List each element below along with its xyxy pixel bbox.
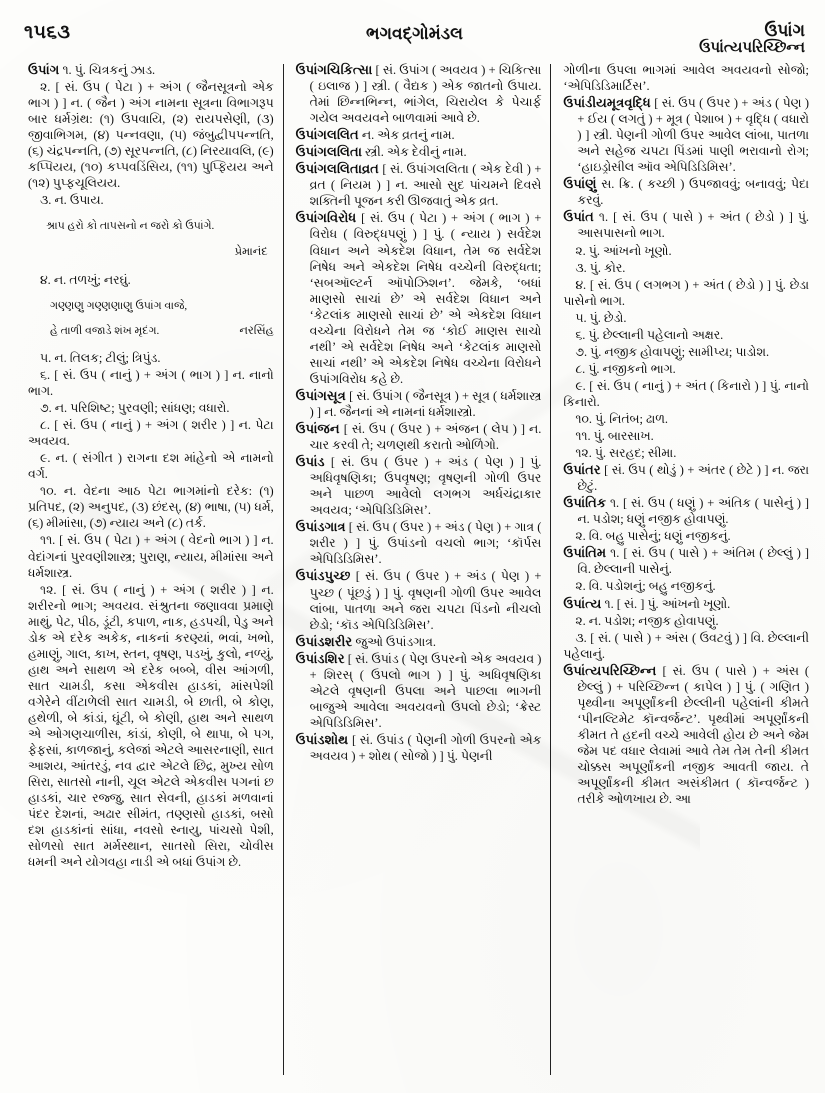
sense-definition: ૧૨. પું. સરહદ; સીમા. (575, 446, 677, 461)
sense-definition: ૭. ન. પરિશિષ્ટ; પુરવણી; સાંધણ; વધારો. (40, 401, 230, 416)
entry-definition: [ સં. ઉપ ( ઉપર ) + અંડ ( પેણ ) + પુચ્છ ( પૂંછડું ) ] પું. વૃષણની ગોળી ઉપર આવેલ લાંબા, પાતળા અને જરા ચપટા પિંડનો નીચલો છેડો; ‘કૉડ એપિડિડિમિસ’. (309, 569, 542, 632)
entry-definition: [ સં. ઉપ ( પાસે ) + અંસ ( છેલ્લું ) + પરિચ્છિન્ન ( કાપેલ ) ] પું. ( ગણિત ) પૃથ્વીના અપૂર્ણાંકની છેલ્લીની પહેલાંની કીમતે ‘પીનલ્ટિમેટ કૉન્વર્જન્ટ’. પૃથ્વીમાં અપૂર્ણાંકની કીમત તે હદની વચ્ચે આવેલી હોય છે અને જેમ જેમ પદ વધાર લેવામાં આવે તેમ તેમ તેની કીમત ચોક્કસ અપૂર્ણાંકની નજીક આવતી જાય. તે અપૂર્ણાંકની કીમત અસંકીમત ( કૉન્વર્જન્ટ ) તરીકે ઓળખાય છે. આ (577, 663, 810, 807)
verse-line (28, 324, 274, 339)
entry-headword: ઉપાંગવિરોધ (295, 210, 357, 226)
entry-definition: ન. એક વ્રતનું નામ. (358, 128, 455, 143)
entry-definition: [ સં. ઉપાંગ ( જૈનસૂત્ર ) + સૂત્ર ( ધર્મશાસ્ત્ર ) ] ન. જૈનનાં એ નામનાં ધર્મશાસ્ત્રો. (309, 388, 542, 419)
entry-headword: ઉપાંડશોથ (295, 731, 349, 747)
sense-definition: ૮. પું. નજીકનો ભાગ. (575, 361, 676, 376)
entry-definition: ૧. પું. ચિત્રકનું ઝાડ. (59, 63, 156, 77)
entry-headword: ઉપાંજન (295, 421, 340, 437)
text-column-1 (22, 62, 284, 1085)
dictionary-entry (296, 127, 542, 143)
entry-definition: [ સં. ઉપ ( ઉપર ) + અંડ ( પેણ ) ] પું. અધિવૃષણિકા; ઉપવૃષણ; વૃષણની ગોળી ઉપર અને પાછળ આવેલો લગભગ અર્ધચંદ્રાકાર અવયવ; ‘એપિડિડિમિસ’. (309, 455, 542, 518)
continued-definition: ગોળીના ઉપલા ભાગમાં આવેલ અવયવનો સોજો; ‘એપિડિડિમાર્ટિસ’. (563, 63, 810, 94)
sense-definition: ૫. પું. છેડો. (575, 310, 627, 325)
dictionary-entry (296, 519, 542, 567)
entry-definition: [ સં. ઉપાંડ ( પેણની ગોળી ઉપરનો એક અવયવ ) + શોથ ( સોજો ) ] પું. પેણની (309, 732, 542, 763)
entry-headword: ઉપાંતિક (563, 495, 607, 511)
dictionary-entry (563, 176, 809, 208)
entry-headword: ઉપાંડ (295, 454, 325, 470)
dictionary-entry (296, 634, 542, 650)
dictionary-entry (563, 462, 809, 494)
dictionary-entry (563, 209, 809, 241)
dictionary-entry (296, 62, 542, 126)
sense-definition: ૧૧. [ સં. ઉપ ( પેટા ) + અંગ ( વેદનો ભાગ ) ] ન. વેદાંગનાં પુરવણીશાસ્ત્ર; પુરાણ, ન્યાય, મીમાંસા અને ધર્મશાસ્ત્ર. (28, 533, 274, 580)
sense-definition: ૩. પું. કોર. (575, 260, 626, 275)
dictionary-entry (296, 421, 542, 453)
entry-headword: ઉપાંગસૂત્ર (295, 387, 346, 403)
dictionary-entry (296, 210, 542, 387)
dictionary-entry (563, 95, 809, 175)
entry-headword: ઉપાંડશરીર (295, 633, 353, 649)
entry-definition: [ સં. ઉપાંગ ( અવયવ ) + ચિકિત્સા ( ઇલાજ ) ] સ્ત્રી. ( વૈદ્યક ) એક જાતનો ઉપાય. તેમાં છિન્નભિન્ન, ભાંગેલ, ચિરાયેલ કે પેચાર્ફ ગયેલ અવયવને બાળવામાં આવે છે. (309, 63, 542, 126)
sense-definition: ૨. વિ. બહુ પાસેનું; ધણું નજીકનું. (575, 529, 731, 544)
guide-word-last: ઉપાંત્યપરિચ્છિન્ન (699, 39, 805, 56)
dictionary-entry (563, 663, 809, 807)
quotation-line: શ્રાપ હરો કો તાપસનો ન જરો કો ઉપાંગે. (46, 220, 215, 233)
text-column-2 (284, 62, 552, 1085)
entry-definition: ૧. [ સં. ઉપ ( ધણું ) + અંતિક ( પાસેનું ) ] ન. પડોશ; ધણું નજીક હોવાપણું. (577, 496, 810, 527)
entry-definition: ૧. [ સં. ઉપ ( પાસે ) + અંત ( છેડો ) ] પું. આસપાસનો ભાગ. (577, 210, 810, 241)
sense-definition: ૬. પું. છેલ્લાની પહેલાનો અક્ષર. (575, 327, 724, 342)
entry-definition: [ સં. ઉપ ( પેટા ) + અંગ ( ભાગ ) + વિરોધ ( વિરુદ્ધપણું ) ] પું. ( ન્યાય ) સર્વદેશ વિધાન અને એકદેશ વિધાન, તેમ જ સર્વદેશ નિષેધ અને એકદેશ નિષેધ વચ્ચેની વિરુદ્ધતા; ‘સબઑલ્ટર્ન ઑપોઝિશન’. જેમકે, ‘બધાં માણસો સાચાં છે’ એ સર્વદેશ વિધાન અને ‘કેટલાંક માણસો સાચાં છે’ એ એકદેશ વિધાન વચ્ચેના વિરોધને તેમ જ ‘કોઈ માણસ સાચો નથી’ એ સર્વદેશ નિષેધ અને ‘કેટલાંક માણસો સાચાં નથી’ એ એકદેશ નિષેધ વચ્ચેના વિરોધને ઉપાંગવિરોધ કહે છે. (309, 211, 542, 386)
entry-definition: [ સં. ઉપ ( ઉપર ) + અંડ ( પેણ ) + ઈય ( લગતું ) + મૂત્ર ( પેશાબ ) + વૃદ્ધિ ( વધારો ) ] સ્ત્રી. પેણની ગોળી ઉપર આવેલ લાંબા, પાતળા અને સહેજ ચપટા પિંડમાં પાણી ભરાવાનો રોગ; ‘હાઇડ્રોસીલ ઑવ એપિડિડિમિસ’. (577, 96, 810, 175)
dictionary-entry (296, 732, 542, 764)
sense-definition: ૩. [ સં. ( પાસે ) + અંસ ( ઉવટવું ) ] વિ. છેલ્લાની પહેલાનું. (563, 630, 810, 661)
entry-definition: [ સં. ઉપાંડ ( પેણ ઉપરનો એક અવયવ ) + શિરસ્ ( ઉપલો ભાગ ) ] પું. અધિવૃષણિકા એટલે વૃષણની ઉપલા અને પાછલા ભાગની બાજુએ આવેલા અવયવનો ઉપલો છેડો; ‘ક્રેસ્ટ એપિડિડિમિસ’. (309, 651, 542, 730)
entry-headword: ઉપાંતિમ (563, 545, 607, 561)
dictionary-entry (563, 495, 809, 527)
entry-headword: ઉપાંતર (563, 462, 601, 478)
sense-definition: ૧૦. ન. વેદના આઠ પેટા ભાગમાંનો દરેક: (૧) પ્રતિપદ, (૨) અનુપદ, (૩) છંદસ્, (૪) ભાષા, (૫) ધર્મ, (૬) મીમાંસા, (૭) ન્યાય અને (૮) તર્ક. (28, 484, 274, 531)
dictionary-entry (296, 454, 542, 518)
entry-headword: ઉપાંગલલિત (295, 127, 359, 143)
citation-attribution: નરસિંહ (239, 325, 274, 338)
sense-definition: ૪. ન. તળખું; નરઘું. (40, 272, 131, 287)
citation-attribution: પ્રેમાનંદ (234, 246, 268, 259)
entry-headword: ઉપાંત્ય (563, 595, 602, 611)
entry-definition: જુઓ ઉપાંડગાત્ર. (352, 634, 436, 649)
dictionary-entry (563, 545, 809, 577)
sense-definition: ૨. [ સં. ઉપ ( પેટા ) + અંગ ( જૈનસૂત્રનો એક ભાગ ) ] ન. ( જૈન ) અંગ નામના સૂત્રના વિભાગરૂપ બાર ધર્મગ્રંથ: (૧) ઉપવાયિ, (૨) રાયપસેણી, (૩) જીવાભિગમ, (૪) પન્નવણા, (૫) જંબુદ્વીપપન્નતિ, (૬) ચંદ્રપન્નતિ, (૭) સૂરપન્નતિ, (૮) નિરયાવલિ, (૯) કપ્પિયય, (૧૦) કપ્પવડિંસિય, (૧૧) પુપ્ફિયય અને (૧૨) પુપ્ફચૂલિયય. (28, 80, 274, 191)
entry-headword: ઉપાંડશિર (295, 650, 345, 666)
sense-definition: ૭. પું. નજીક હોવાપણું; સામીપ્ય; પાડોશ. (575, 344, 770, 359)
book-title: ભગવદ્ગોમંડલ (366, 24, 463, 43)
entry-headword: ઉપાંગલલિતા (295, 144, 362, 160)
dictionary-entry (296, 144, 542, 160)
sense-definition: ૧૨. [ સં. ઉપ ( નાનું ) + અંગ ( શરીર ) ] ન. શરીરનો ભાગ; અવયવ. સંશ્રુતના જણાવવા પ્રમાણે માથું, પેટ, પીઠ, ડૂંટી, કપાળ, નાક, હડપચી, પેડુ અને ડોક એ દરેક અકેક, નાકનાં કરણ્યાં, ભવાં, ખભો, હમાણું, ગાલ, કાખ, સ્તન, વૃષણ, પડખું, કુલો, નળ્યું, હાથ અને સાથળ એ દરેક બબ્બે, વીસ આંગળી, સાત ચામડી, કસા એકવીસ હાડકાં, માંસપેશી વગેરેને વીંટાળેલી સાત ચામડી, બે છાતી, બે કોણ, હથેળી, બે કાંડાં, ઘૂંટી, બે કોણી, હાથ અને સાથળ એ ઓગણચાળીસ, કાંડાં, કોણી, બે થાપા, બે પગ, ફેફસાં, કાળજાનું, કલેજાં એટલે આસરનાણી, સાત આશય, આંતરડું, નવ દ્વાર એટલે છિદ્ર, મુખ્ય સોળ સિરા, સાતસો નાની, ચૂલ એટલે એકવીસ પગનાં છ હાડકાં, ચાર રજ્જુ, સાત સેવની, હાડકાં મળવાનાં પંદર દેશનાં, અઢાર સીમંત, તણ્ણસો હાડકાં, બસો દશ હાડકાંનાં સાંધા, નવસો સ્નાયુ, પાંચસો પેશી, સોળસો સાત મર્મસ્થાન, સાતસો સિરા, ચોવીસ ધમની અને યોગવહા નાડી એ બધાં ઉપાંગ છે. (28, 582, 274, 870)
sense-definition: ૯. [ સં. ઉપ ( નાનું ) + અંત ( કિનારો ) ] પું. નાનો કિનારો. (563, 378, 810, 409)
verse-line: ગણ્ણણુ ગણ્ણણાણુ ઉપાંગ વાજે, (50, 299, 188, 312)
dictionary-entry (296, 388, 542, 420)
verse-text: હે તાળી વજાડે શંખ મૃદંગ. (50, 325, 160, 338)
sense-definition: ૨. ન. પડોશ; નજીક હોવાપણું. (575, 613, 719, 628)
dictionary-entry (296, 161, 542, 209)
dictionary-entry (296, 651, 542, 731)
sense-definition: ૩. ન. ઉપાય. (40, 193, 104, 208)
entry-definition: સ્ત્રી. એક દેવીનું નામ. (361, 145, 467, 160)
entry-headword: ઉપાંડગાત્ર (295, 519, 346, 535)
dictionary-entry (296, 568, 542, 632)
entry-definition: [ સં. ઉપ ( ઉપર ) + અંડ ( પેણ ) + ગાત્ર ( શરીર ) ] પું. ઉપાંડનો વચલો ભાગ; ‘કૉર્પસ એપિડિડિમિસ’. (309, 520, 542, 567)
dictionary-entry (28, 62, 274, 78)
sense-definition: ૨. પું. આંખનો ખૂણો. (575, 243, 672, 258)
entry-definition: [ સં. ઉપ ( ઉપર ) + અંજન ( લેપ ) ] ન. ચાર કરવી તે; ચળણથી કરાતો ઓળિંગો. (309, 422, 542, 453)
sense-definition: ૧૧. પું. બારસાખ. (575, 429, 654, 444)
sense-definition: ૧૦. પું. નિતંબ; ઢાળ. (575, 411, 668, 426)
entry-headword: ઉપાંગલલિતાવ્રત (295, 161, 379, 177)
sense-definition: ૨. વિ. પડોશનું; બહુ નજીકનું. (575, 579, 716, 594)
entry-definition: ૧. [ સં. ઉપ ( પાસે ) + અંતિમ ( છેલ્લું ) ] વિ. છેલ્લાની પાસેનું. (577, 546, 810, 577)
page-number: ૧૫૬૩ (24, 22, 71, 43)
sense-definition: ૪. [ સં. ઉપ ( લગભગ ) + અંત ( છેડો ) ] પું. છેડા પાસેનો ભાગ. (563, 277, 810, 308)
sense-definition: ૮. [ સં. ઉપ ( નાનું ) + અંગ ( શરીર ) ] ન. પેટા અવયવ. (28, 418, 274, 449)
entry-headword: ઉપાંડપુચ્છ (295, 568, 351, 584)
guide-word-first: ઉપાંગ (764, 21, 805, 40)
entry-definition: ૧. [ સં. ] પું. આંખનો ખૂણો. (601, 596, 731, 611)
guide-words (699, 22, 805, 57)
entry-headword: ઉપાંત (563, 209, 594, 225)
entry-definition: સ. ક્રિ. ( કચ્છી ) ઉપજાવવું; બનાવવું; પેદા કરવું. (577, 177, 810, 208)
sense-definition: ૯. ન. ( સંગીત ) રાગના દશ માંહેનો એ નામનો વર્ગ. (28, 451, 274, 482)
entry-definition: [ સં. ઉપાંગલલિતા ( એક દેવી ) + વ્રત ( નિયમ ) ] ન. આસો સુદ પાંચમને દિવસે શક્તિની પૂજન કરી ઊજવાતું એક વ્રત. (309, 162, 542, 209)
entry-headword: ઉપાંત્યપરિચ્છિન્ન (563, 662, 657, 678)
entry-headword: ઉપાંગ (28, 62, 60, 77)
entry-headword: ઉપાંડીયમૂત્રવૃદ્ધિ (563, 95, 651, 111)
sense-definition: ૫. ન. તિલક; ટીલું; ત્રિપુંડ. (40, 350, 161, 365)
sense-definition: ૬. [ સં. ઉપ ( નાનું ) + અંગ ( ભાગ ) ] ન. નાનો ભાગ. (28, 367, 274, 399)
entry-headword: ઉપાંગચિકિત્સા (295, 62, 373, 77)
text-column-3 (551, 62, 811, 1085)
entry-definition: [ સં. ઉપ ( થોડું ) + અંતર ( છેટે ) ] ન. જરા છેટું. (577, 463, 810, 494)
dictionary-entry (563, 596, 809, 612)
column-container (22, 62, 811, 1085)
entry-headword: ઉપાંણું (563, 176, 597, 192)
